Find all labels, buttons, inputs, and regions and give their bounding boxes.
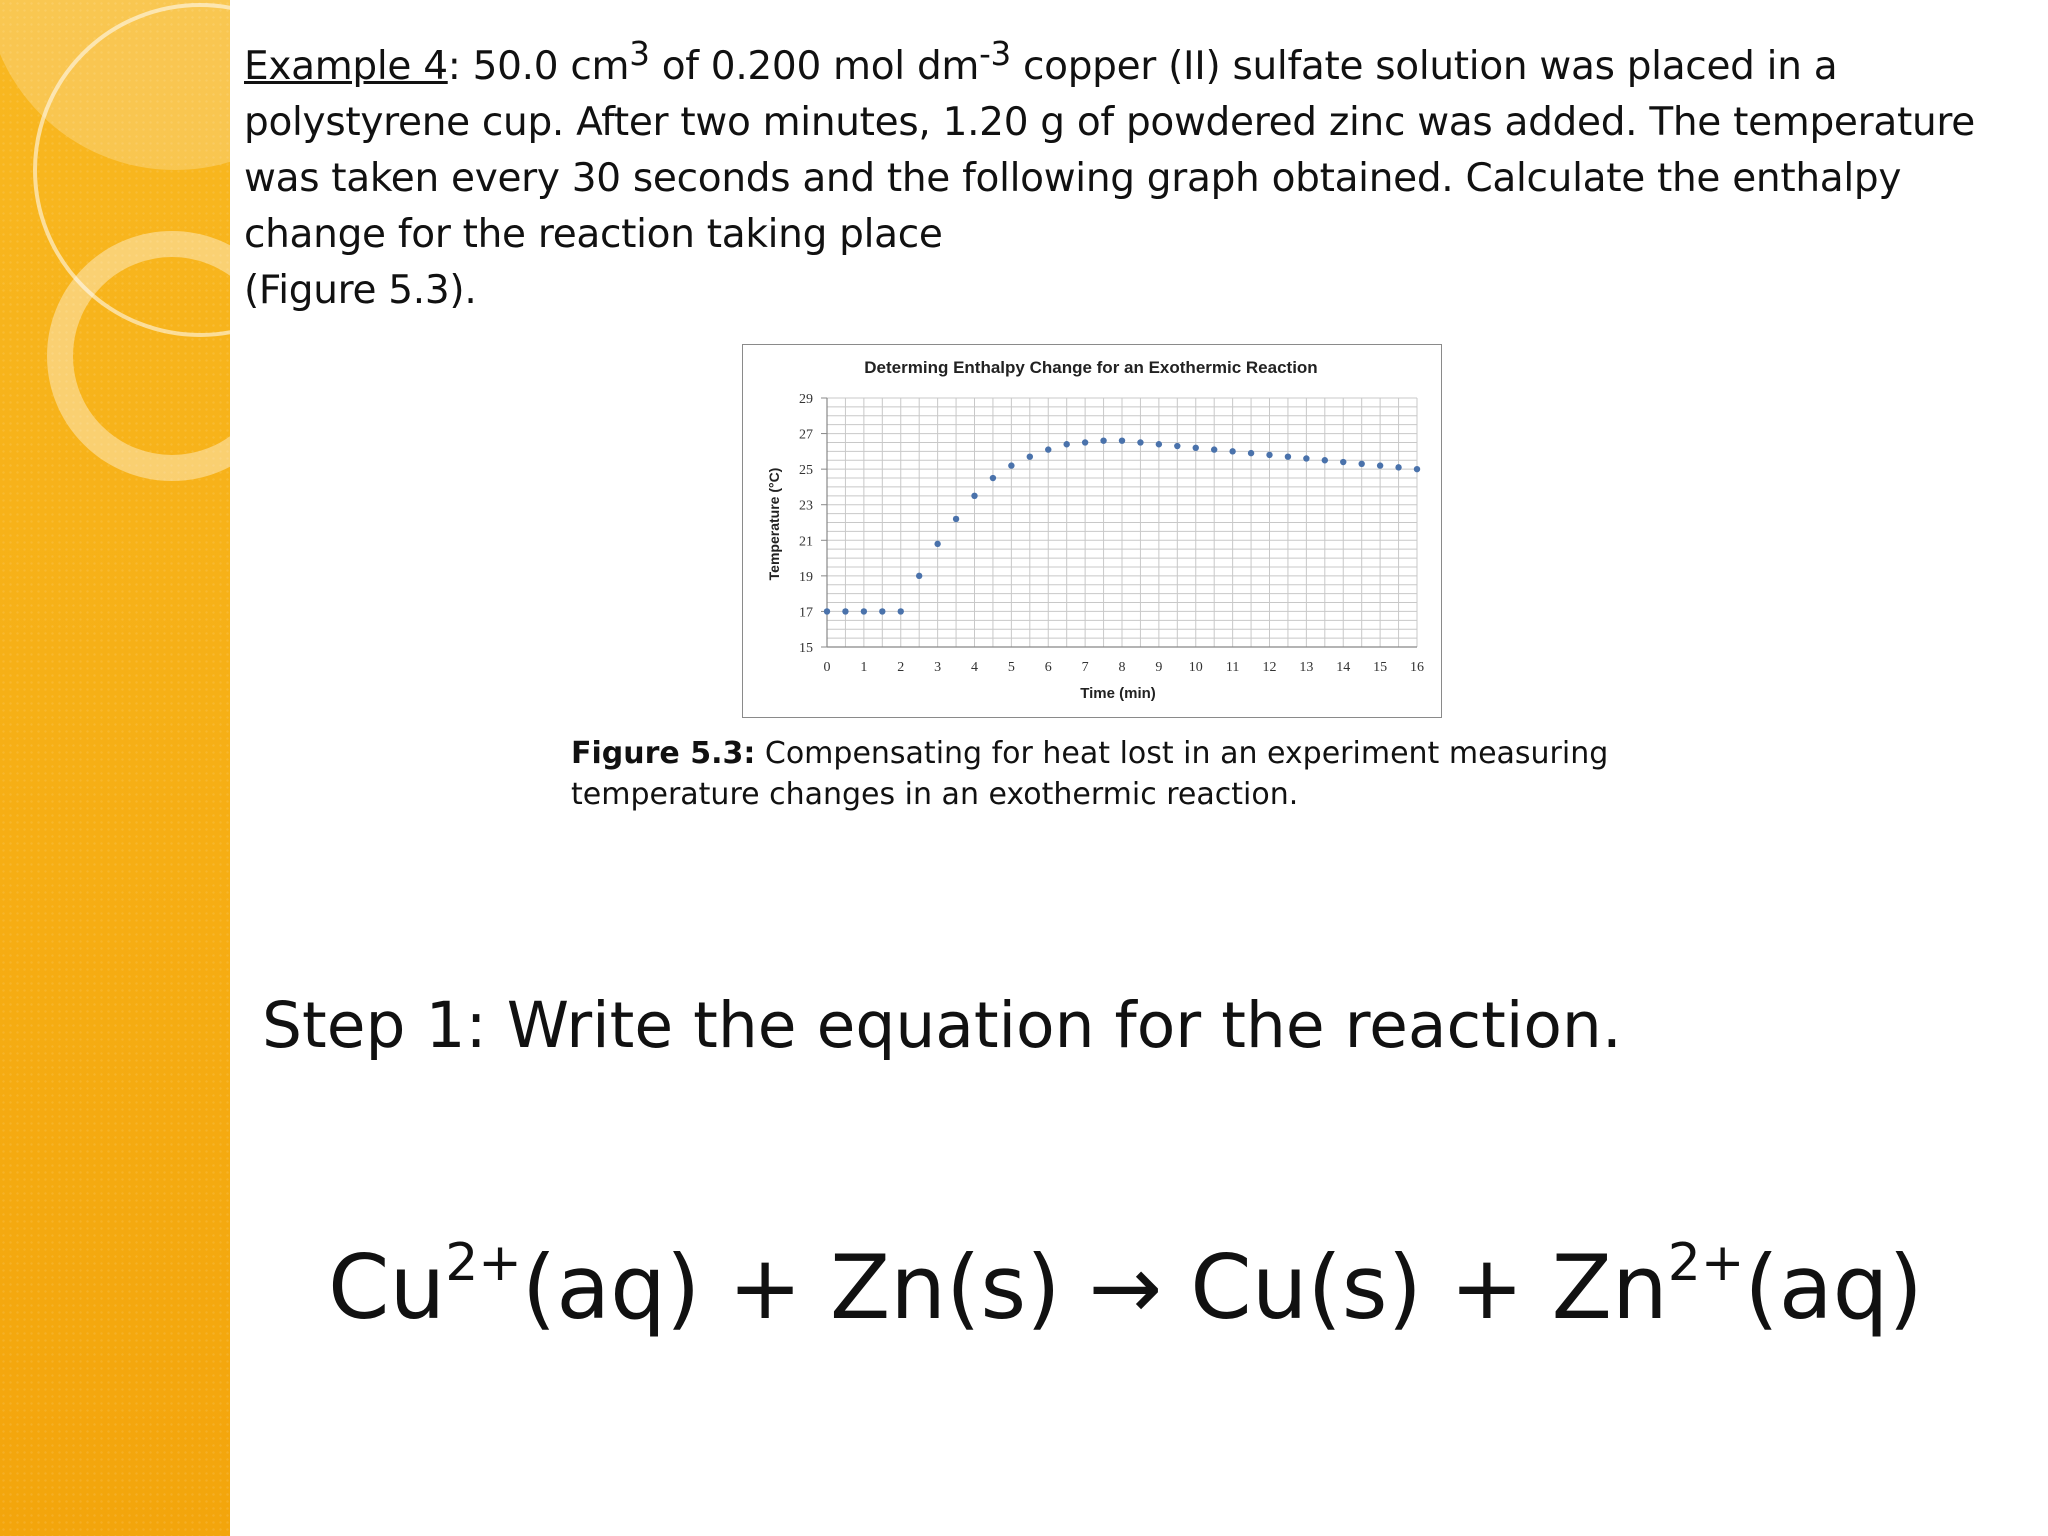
x-tick-label: 7 (1081, 660, 1089, 675)
x-tick-label: 4 (971, 660, 978, 675)
data-point (824, 608, 830, 614)
problem-segment: : 50.0 cm (447, 44, 630, 89)
y-tick-label: 29 (799, 392, 813, 407)
x-tick-label: 8 (1118, 660, 1126, 675)
data-point (1377, 462, 1383, 468)
step-heading: Step 1: Write the equation for the reaction. (262, 989, 1622, 1062)
data-point (916, 573, 922, 579)
y-tick-label: 19 (799, 569, 813, 585)
data-point (971, 493, 977, 499)
x-tick-label: 2 (897, 660, 905, 675)
equation-part: Cu (328, 1236, 446, 1339)
data-point (1340, 459, 1346, 465)
x-tick-label: 9 (1155, 660, 1163, 675)
enthalpy-chart (742, 344, 1442, 718)
caption-label: Figure 5.3: (571, 736, 756, 771)
data-point (879, 608, 885, 614)
y-tick-label: 21 (799, 534, 813, 550)
data-point (1322, 457, 1328, 463)
data-point (1027, 453, 1033, 459)
x-tick-label: 13 (1299, 660, 1314, 675)
data-point (1008, 462, 1014, 468)
data-point (1229, 448, 1235, 454)
y-tick-label: 27 (799, 427, 813, 443)
y-tick-label: 15 (799, 641, 813, 656)
data-point (1211, 446, 1217, 452)
data-point (1156, 441, 1162, 447)
x-tick-label: 11 (1225, 660, 1240, 675)
data-point (1063, 441, 1069, 447)
decorative-sidebar (0, 0, 230, 1536)
x-tick-label: 15 (1373, 660, 1388, 675)
data-point (990, 475, 996, 481)
data-point (953, 516, 959, 522)
data-point (1137, 439, 1143, 445)
superscript: -3 (979, 35, 1011, 73)
y-axis-label: Temperature (°C) (766, 467, 782, 581)
data-point (1395, 464, 1401, 470)
x-tick-label: 3 (934, 660, 942, 675)
data-point (1174, 443, 1180, 449)
data-point (1414, 466, 1420, 472)
data-point (1266, 452, 1272, 458)
data-point (1303, 455, 1309, 461)
chart-title: Determing Enthalpy Change for an Exothermic Reaction (864, 358, 1318, 377)
data-point (1285, 453, 1291, 459)
problem-statement (244, 26, 2034, 319)
data-point (842, 608, 848, 614)
chart-grid (827, 398, 1417, 647)
chemical-equation (328, 1228, 2028, 1348)
data-point (898, 608, 904, 614)
y-tick-label: 23 (799, 498, 813, 514)
figure-reference: (Figure 5.3). (244, 268, 477, 313)
example-label: Example 4 (244, 44, 448, 89)
chart-svg (743, 345, 1440, 716)
equation-part: (aq) + Zn(s) → Cu(s) + Zn (521, 1236, 1668, 1339)
y-tick-label: 25 (799, 463, 813, 479)
problem-segment: copper (II) sulfate solution was placed in a polystyrene cup. After two minutes, 1.20 g of powdered zinc was added. The temperature was taken every 30 seconds and the following graph obtained. Calculate the enthalpy change for the reaction taking place (244, 44, 1975, 257)
x-tick-label: 5 (1007, 660, 1015, 675)
problem-segment: of 0.200 mol dm (649, 44, 980, 89)
data-point (861, 608, 867, 614)
problem-text (244, 26, 2034, 263)
data-point (1045, 446, 1051, 452)
x-axis-label: Time (min) (1080, 685, 1156, 702)
x-tick-label: 10 (1188, 660, 1203, 675)
data-point (1100, 437, 1106, 443)
superscript: 3 (629, 35, 650, 73)
data-point (1119, 437, 1125, 443)
caption-text: Compensating for heat lost in an experiment measuring temperature changes in an exothermic reaction. (571, 736, 1609, 812)
x-tick-label: 14 (1336, 660, 1351, 675)
x-tick-label: 6 (1044, 660, 1052, 675)
x-tick-label: 0 (823, 660, 831, 675)
charge-superscript: 2+ (445, 1233, 522, 1293)
y-tick-label: 17 (799, 605, 813, 621)
sidebar-rings-decoration (0, 0, 230, 1536)
figure-caption (571, 733, 1771, 815)
data-point (1193, 445, 1199, 451)
data-point (934, 541, 940, 547)
data-point (1358, 461, 1364, 467)
x-axis-ticks (824, 660, 1425, 675)
x-tick-label: 1 (860, 660, 868, 675)
charge-superscript: 2+ (1667, 1233, 1745, 1293)
y-axis-ticks (799, 392, 827, 656)
data-point (1248, 450, 1254, 456)
x-tick-label: 12 (1262, 660, 1277, 675)
x-tick-label: 16 (1410, 660, 1424, 675)
equation-part: (aq) (1744, 1236, 1923, 1339)
data-point (1082, 439, 1088, 445)
